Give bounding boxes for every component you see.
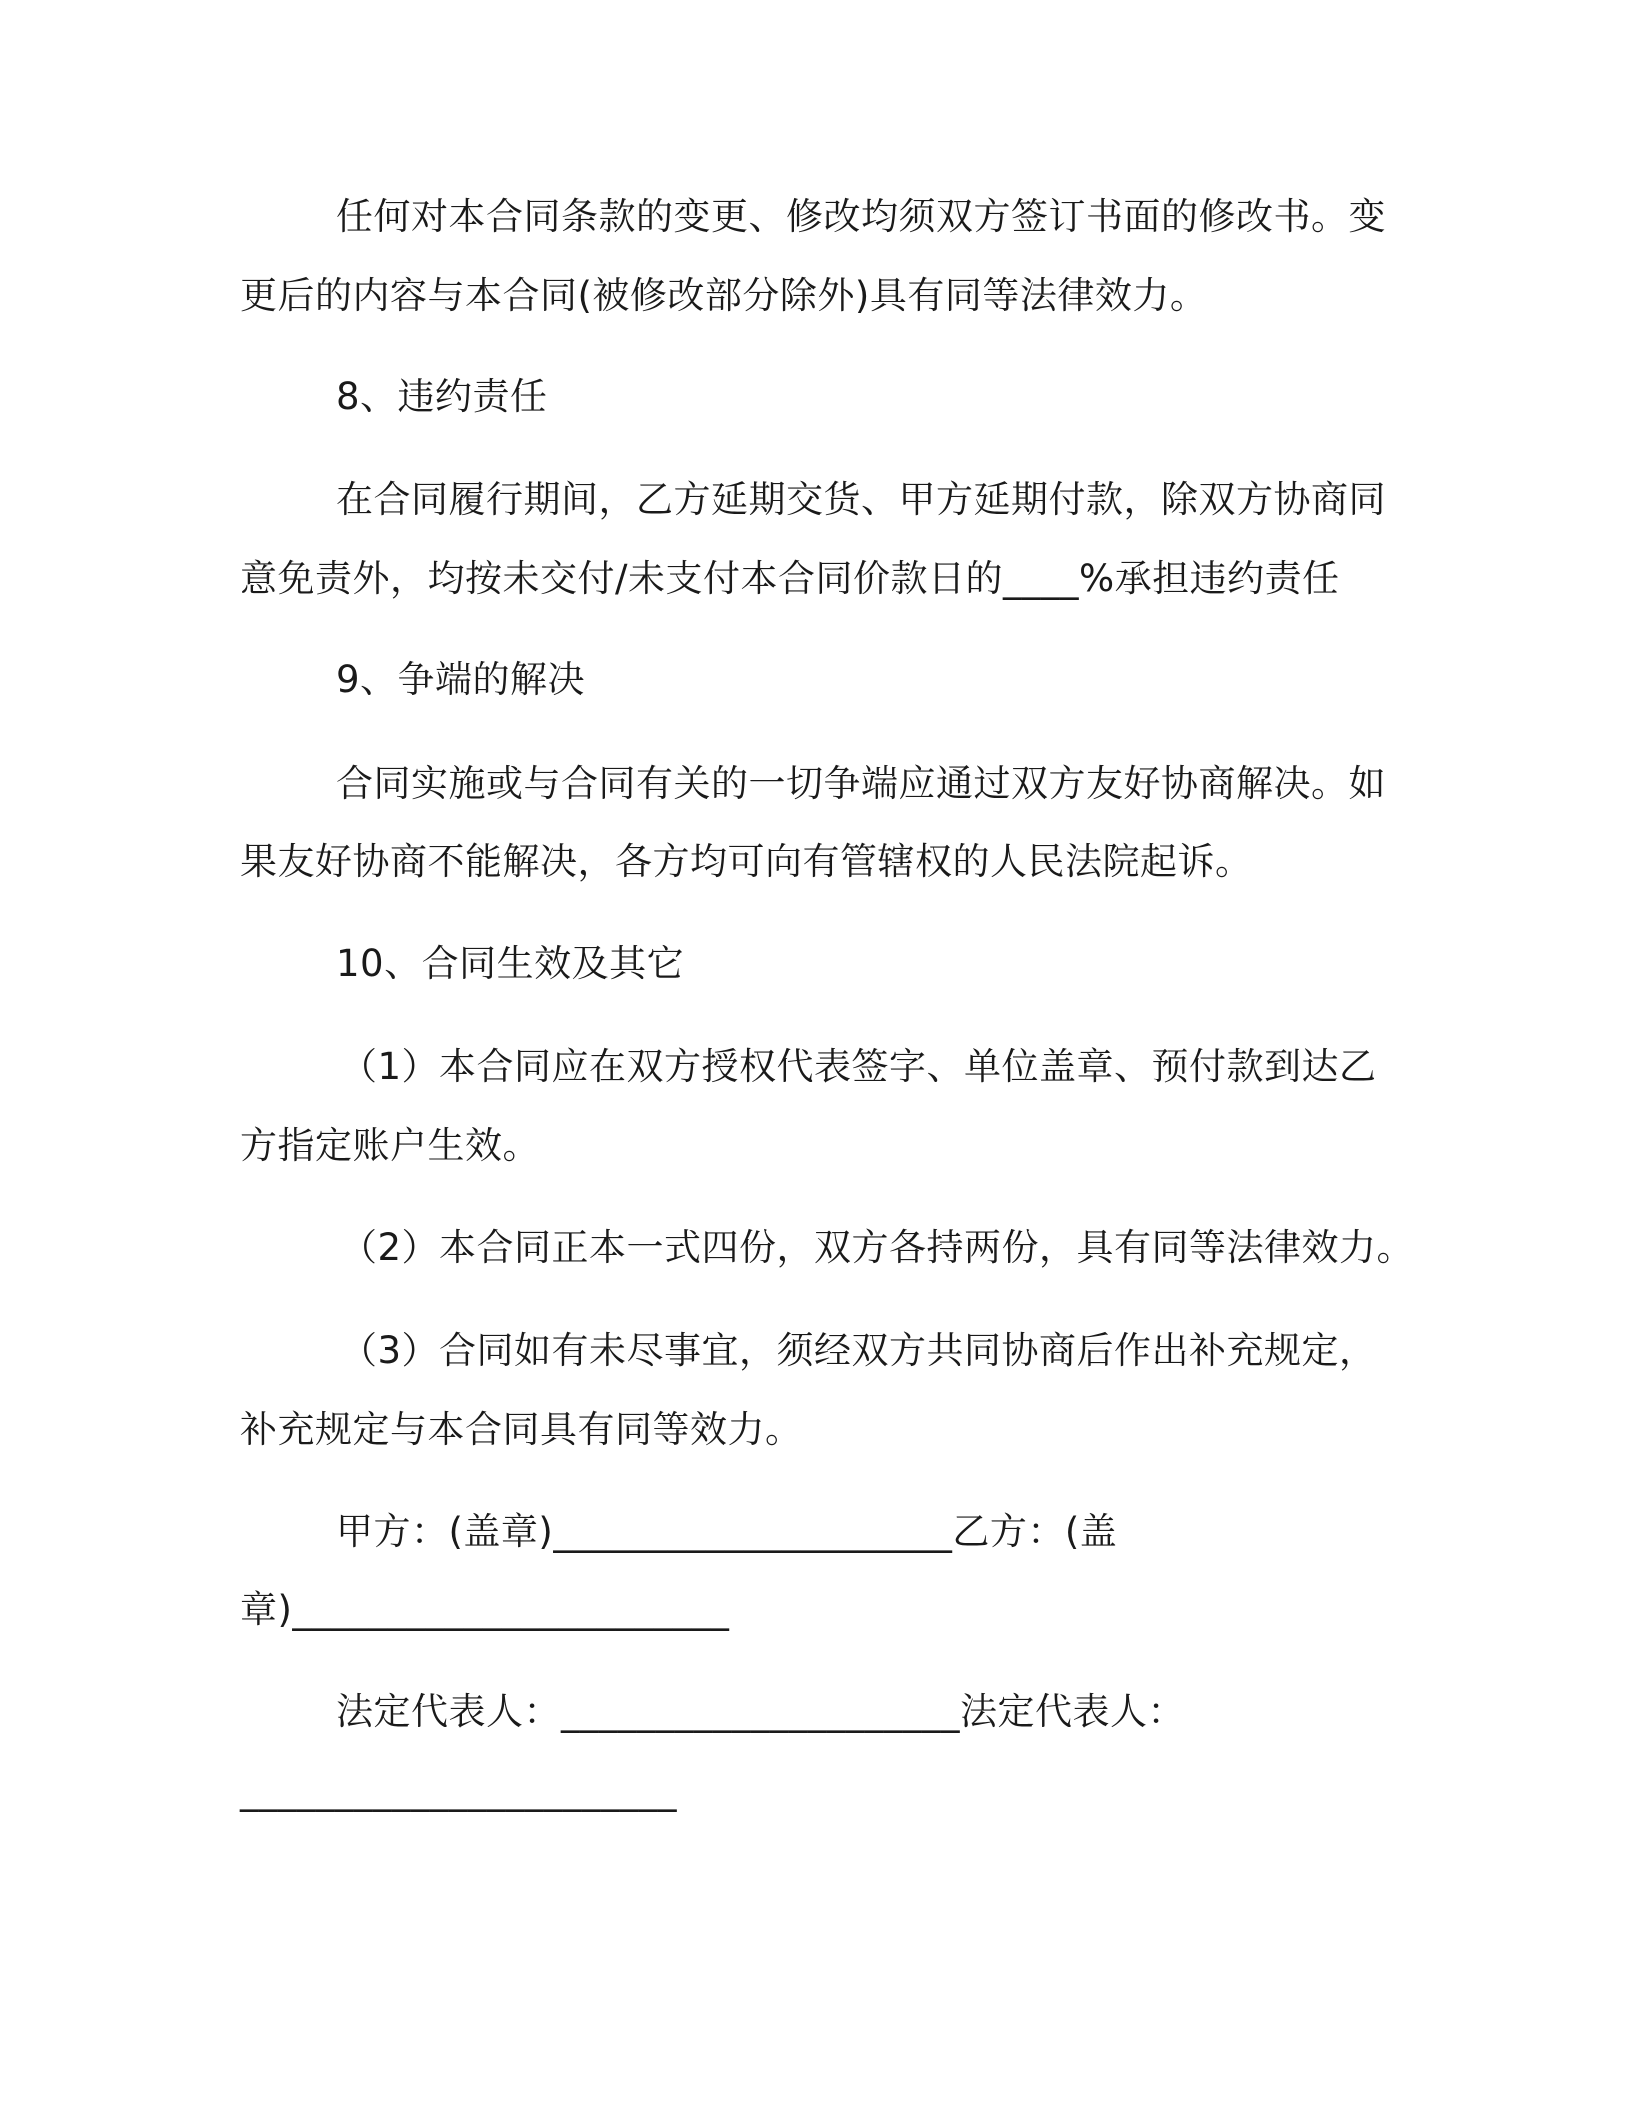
signature-line: 甲方：(盖章)_____________________乙方：(盖 bbox=[336, 1510, 1118, 1553]
paragraph-line: （1）本合同应在双方授权代表签字、单位盖章、预付款到达乙 bbox=[340, 1045, 1377, 1088]
paragraph-line: 在合同履行期间，乙方延期交货、甲方延期付款，除双方协商同 bbox=[336, 478, 1386, 521]
paragraph-line: （2）本合同正本一式四份，双方各持两份，具有同等法律效力。 bbox=[340, 1226, 1415, 1269]
signature-line: 法定代表人：_____________________法定代表人： bbox=[336, 1690, 1185, 1733]
paragraph-line: 补充规定与本合同具有同等效力。 bbox=[240, 1408, 803, 1451]
signature-line: _______________________ bbox=[240, 1769, 677, 1812]
paragraph-line: （3）合同如有未尽事宜，须经双方共同协商后作出补充规定， bbox=[340, 1329, 1377, 1372]
section-heading: 9、争端的解决 bbox=[336, 658, 586, 701]
paragraph-line: 更后的内容与本合同(被修改部分除外)具有同等法律效力。 bbox=[240, 274, 1208, 317]
paragraph-line: 合同实施或与合同有关的一切争端应通过双方友好协商解决。如 bbox=[336, 762, 1386, 805]
section-heading: 8、违约责任 bbox=[336, 375, 548, 418]
paragraph-line: 果友好协商不能解决，各方均可向有管辖权的人民法院起诉。 bbox=[240, 840, 1253, 883]
paragraph-line: 任何对本合同条款的变更、修改均须双方签订书面的修改书。变 bbox=[336, 195, 1386, 238]
paragraph-line: 意免责外，均按未交付/未支付本合同价款日的____%承担违约责任 bbox=[240, 557, 1340, 600]
paragraph-line: 方指定账户生效。 bbox=[240, 1124, 540, 1167]
signature-line: 章)_______________________ bbox=[240, 1588, 730, 1631]
section-heading: 10、合同生效及其它 bbox=[336, 942, 685, 985]
